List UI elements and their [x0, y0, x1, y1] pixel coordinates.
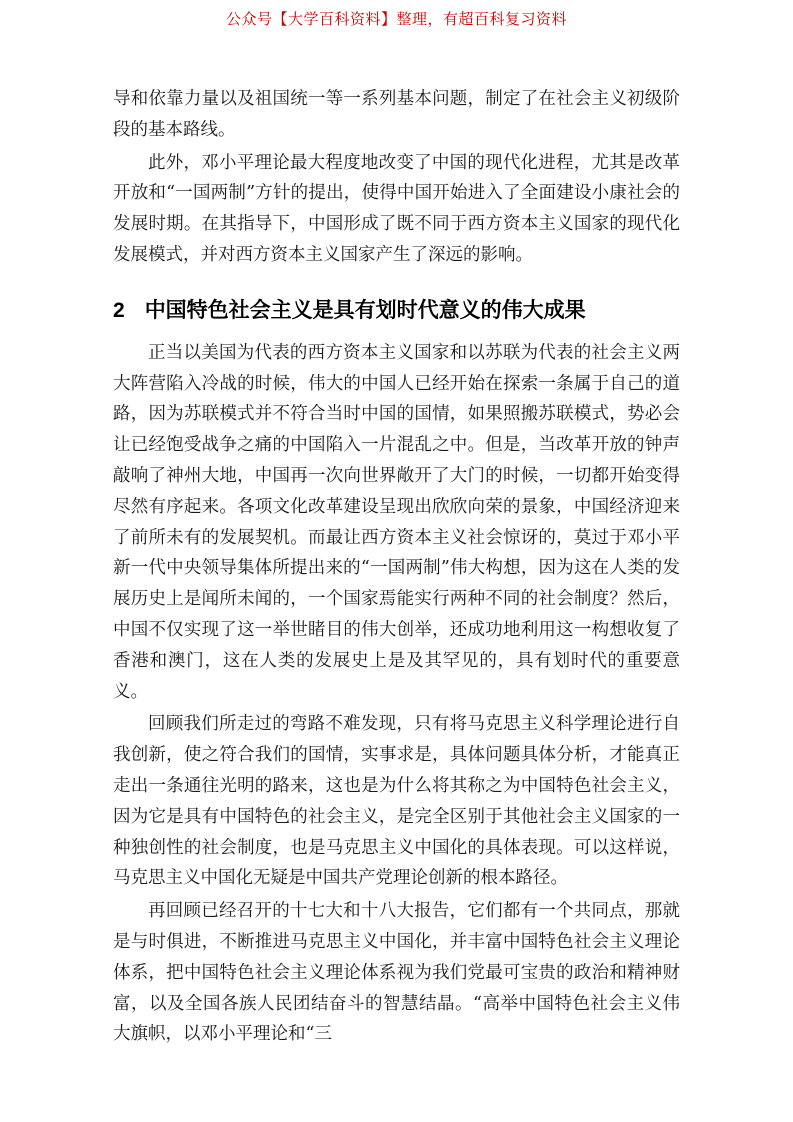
document-body [113, 84, 680, 1052]
page-header-banner: 公众号【大学百科资料】整理，有超百科复习资料 [225, 10, 567, 28]
paragraph: 此外，邓小平理论最大程度地改变了中国的现代化进程，尤其是改革开放和“一国两制”方针的提出，使得中国开始进入了全面建设小康社会的发展时期。在其指导下，中国形成了既不同于西方资本主义国家的现代化发展模式，并对西方资本主义国家产生了深远的影响。 [113, 152, 680, 265]
section-heading-title: 中国特色社会主义是具有划时代意义的伟大成果 [144, 298, 586, 322]
section-heading [113, 297, 680, 324]
section-heading-number: 2 [113, 298, 125, 322]
paragraph: 再回顾已经召开的十七大和十八大报告，它们都有一个共同点，那就是与时俱进，不断推进马克思主义中国化，并丰富中国特色社会主义理论体系，把中国特色社会主义理论体系视为我们党最可宝贵的政治和精神财富，以及全国各族人民团结奋斗的智慧结晶。“高举中国特色社会主义伟大旗帜，以邓小平理论和“三 [113, 901, 680, 1045]
paragraph: 回顾我们所走过的弯路不难发现，只有将马克思主义科学理论进行自我创新，使之符合我们的国情，实事求是，具体问题具体分析，才能真正走出一条通往光明的路来，这也是为什么将其称之为中国特色社会主义，因为它是具有中国特色的社会主义，是完全区别于其他社会主义国家的一种独创性的社会制度，也是马克思主义中国化的具体表现。可以这样说，马克思主义中国化无疑是中国共产党理论创新的根本路径。 [113, 714, 680, 889]
paragraph: 导和依靠力量以及祖国统一等一系列基本问题，制定了在社会主义初级阶段的基本路线。 [113, 89, 680, 140]
paragraph: 正当以美国为代表的西方资本主义国家和以苏联为代表的社会主义两大阵营陷入冷战的时候，伟大的中国人已经开始在探索一条属于自己的道路，因为苏联模式并不符合当时中国的国情，如果照搬苏联模式，势必会让已经饱受战争之痛的中国陷入一片混乱之中。但是，当改革开放的钟声敲响了神州大地，中国再一次向世界敞开了大门的时候，一切都开始变得尽然有序起来。各项文化改革建设呈现出欣欣向荣的景象，中国经济迎来了前所未有的发展契机。而最让西方资本主义社会惊讶的，莫过于邓小平新一代中央领导集体所提出来的“一国两制”伟大构想，因为这在人类的发展历史上是闻所未闻的，一个国家焉能实行两种不同的社会制度？然后，中国不仅实现了这一举世睹目的伟大创举，还成功地利用这一构想收复了香港和澳门，这在人类的发展史上是及其罕见的，具有划时代的重要意义。 [113, 342, 680, 702]
